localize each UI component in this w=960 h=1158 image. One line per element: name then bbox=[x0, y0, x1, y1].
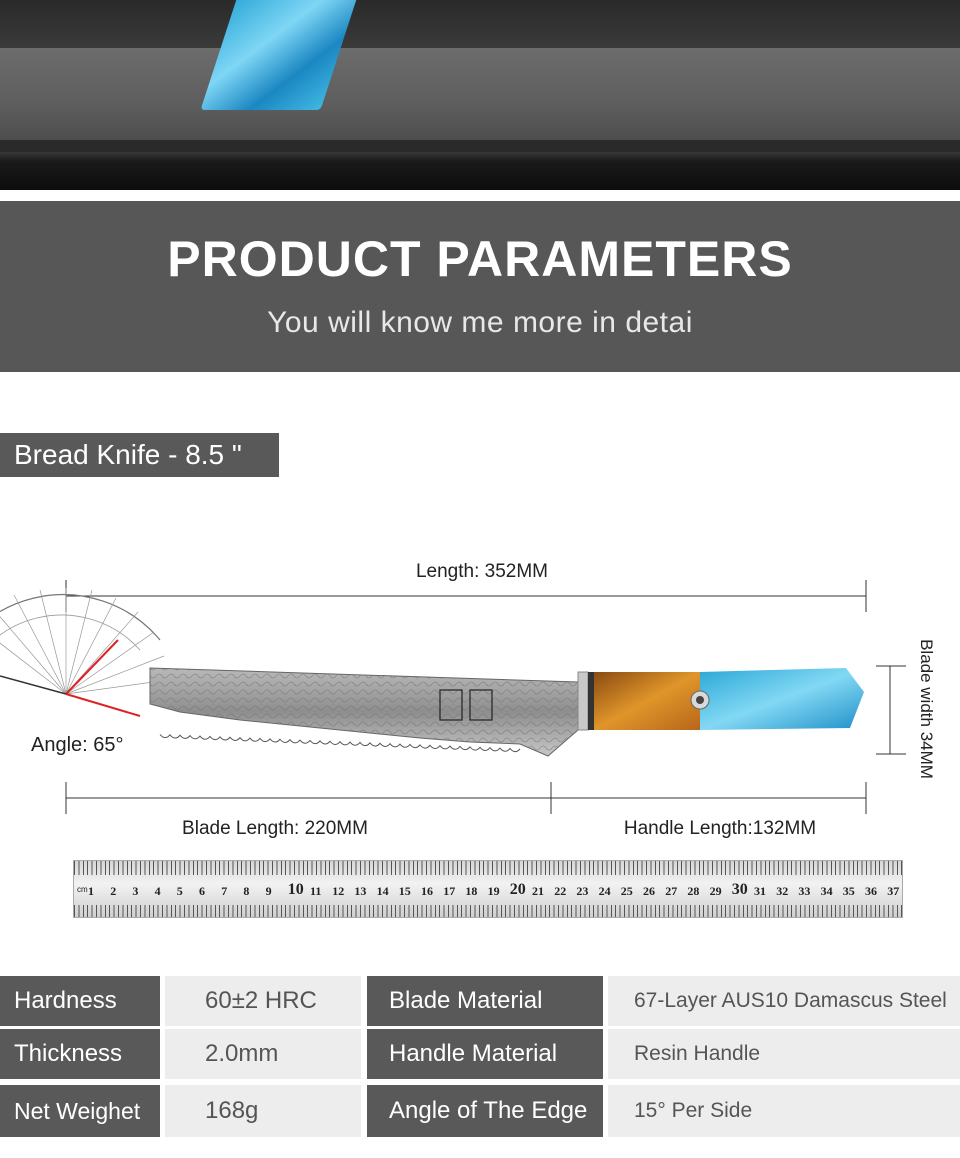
blade-material-value: 67-Layer AUS10 Damascus Steel bbox=[608, 976, 960, 1026]
ruler-number: 23 bbox=[576, 884, 589, 898]
ruler-number: 12 bbox=[332, 884, 345, 898]
ruler-number: 17 bbox=[443, 884, 456, 898]
ruler-number: 19 bbox=[487, 884, 500, 898]
page-title: PRODUCT PARAMETERS bbox=[167, 231, 793, 287]
ruler-number: 21 bbox=[532, 884, 544, 898]
knife-blade bbox=[150, 668, 578, 756]
ruler-number: 32 bbox=[776, 884, 789, 898]
ruler-number: 27 bbox=[665, 884, 678, 898]
ruler-number: 3 bbox=[132, 884, 139, 898]
thickness-value: 2.0mm bbox=[165, 1029, 361, 1079]
blade-width-dimension bbox=[876, 666, 906, 754]
ruler-number: 18 bbox=[465, 884, 478, 898]
net-weight-label: Net Weighet bbox=[0, 1085, 160, 1137]
ruler-number: 25 bbox=[620, 884, 633, 898]
ruler-number: 11 bbox=[310, 884, 322, 898]
ruler-number: 14 bbox=[376, 884, 389, 898]
ruler-number: 34 bbox=[820, 884, 833, 898]
protractor bbox=[0, 588, 168, 716]
blade-width-label: Blade width 34MM bbox=[917, 639, 936, 779]
angle-label: Angle: 65° bbox=[31, 734, 124, 756]
product-label: Bread Knife - 8.5 " bbox=[0, 433, 279, 477]
ruler-number: 2 bbox=[110, 884, 117, 898]
ruler-number: 6 bbox=[199, 884, 205, 898]
ruler-number: 15 bbox=[398, 884, 411, 898]
ruler-number: 33 bbox=[798, 884, 811, 898]
table-edge bbox=[0, 140, 960, 152]
ruler-number: 30 bbox=[731, 881, 748, 898]
length-label: Length: 352MM bbox=[415, 561, 549, 582]
page-subtitle: You will know me more in detai bbox=[267, 306, 693, 339]
ruler-number: 5 bbox=[176, 884, 183, 898]
blade-handle-dimension bbox=[66, 782, 866, 814]
ruler-number: 10 bbox=[287, 881, 304, 898]
ruler-number: 9 bbox=[265, 884, 272, 898]
ruler-number: 16 bbox=[421, 884, 433, 898]
ruler-number: 20 bbox=[509, 881, 526, 898]
ruler-unit: cm bbox=[77, 885, 88, 894]
handle-material-label: Handle Material bbox=[367, 1029, 603, 1079]
edge-angle-label: Angle of The Edge bbox=[367, 1085, 603, 1137]
thickness-label: Thickness bbox=[0, 1029, 160, 1079]
length-dimension bbox=[66, 580, 866, 612]
ruler-number: 1 bbox=[88, 884, 94, 898]
ruler-number: 4 bbox=[154, 884, 161, 898]
ruler-number: 29 bbox=[709, 884, 722, 898]
ruler-number: 22 bbox=[554, 884, 567, 898]
stone-surface bbox=[0, 48, 960, 146]
ruler-number: 7 bbox=[221, 884, 228, 898]
blade-material-label: Blade Material bbox=[367, 976, 603, 1026]
ruler-number: 35 bbox=[842, 884, 855, 898]
net-weight-value: 168g bbox=[165, 1085, 361, 1137]
knife-handle bbox=[578, 668, 864, 730]
hardness-label: Hardness bbox=[0, 976, 160, 1026]
handle-length-label: Handle Length:132MM bbox=[623, 818, 817, 839]
ruler-ticks-top bbox=[74, 861, 903, 875]
ruler-number: 13 bbox=[354, 884, 367, 898]
knife-diagram bbox=[0, 540, 960, 840]
hero-photo bbox=[0, 0, 960, 190]
ruler-number: 36 bbox=[865, 884, 877, 898]
ruler-numbers bbox=[88, 881, 903, 901]
ruler-number: 8 bbox=[243, 884, 250, 898]
blade-length-label: Blade Length: 220MM bbox=[182, 818, 368, 839]
ruler-number: 28 bbox=[687, 884, 700, 898]
ruler bbox=[73, 860, 903, 918]
ruler-number: 24 bbox=[598, 884, 611, 898]
ruler-number: 31 bbox=[754, 884, 766, 898]
ruler-number: 26 bbox=[643, 884, 655, 898]
ruler-number: 37 bbox=[887, 884, 900, 898]
hardness-value: 60±2 HRC bbox=[165, 976, 361, 1026]
edge-angle-value: 15° Per Side bbox=[608, 1085, 960, 1137]
ruler-ticks-bottom bbox=[74, 905, 903, 917]
handle-material-value: Resin Handle bbox=[608, 1029, 960, 1079]
